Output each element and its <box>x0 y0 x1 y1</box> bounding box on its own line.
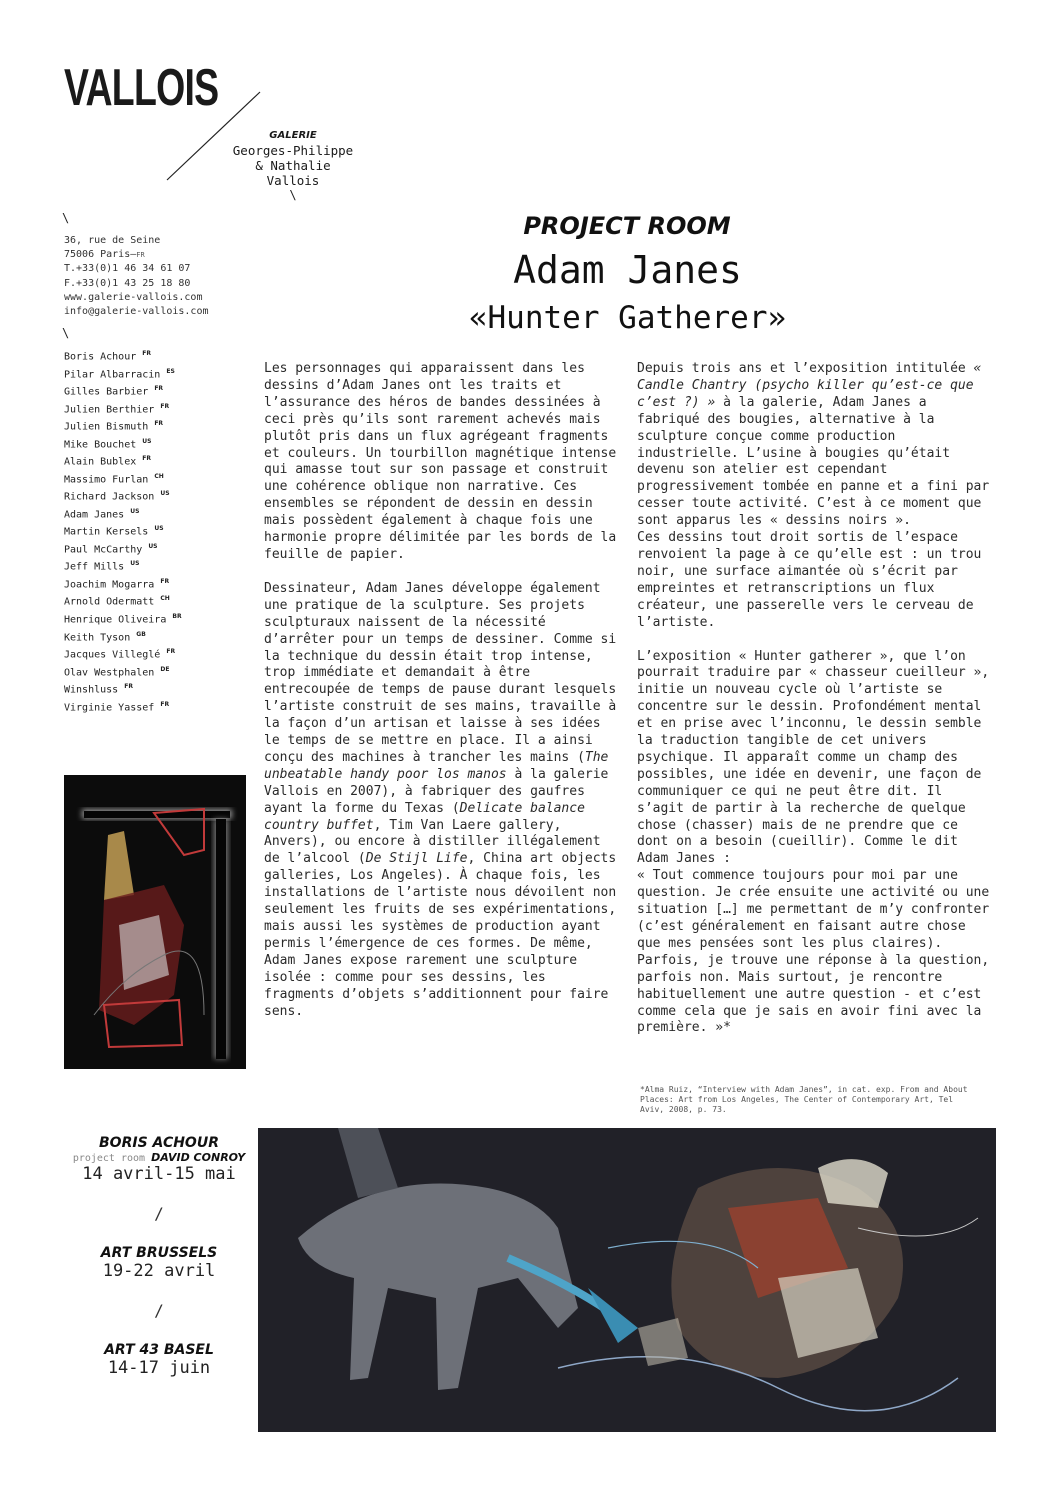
text-column-1 <box>264 361 624 1020</box>
artist-item: Richard Jackson $^{US}$ <box>64 490 170 503</box>
paragraph: Dessinateur, Adam Janes développe également une pratique de la sculpture. Ses projets sculpturaux naissent de la nécessité d’arrêter pour un temps de dessiner. Comme si la technique du dessin était trop intense, trop immédiate et demandait à être entrecoupée de temps de pause durant lesquels l’artiste construit de ses mains, travaille à la façon d’un artisan et laisse à ses idées le temps de se mettre en place. Il a ainsi conçu des machines à trancher les mains (The unbeatable handy poor los manos à la galerie Vallois en 2007), à fabriquer des gaufres ayant la forme du Texas (Delicate balance country buffet, Tim Van Laere gallery, Anvers), ou encore à distiller illégalement de l’alcool (De Stijl Life, China art objects galleries, Los Angeles). À chaque fois, les installations de l’artiste nous dévoilent non seulement les fruits de ses expérimentations, mais aussi les systèmes de production ayant permis l’émergence de ces formes. De même, Adam Janes expose rarement une sculpture isolée : comme pour ses dessins, les fragments d’objets s’additionnent pour faire sens. <box>264 580 617 1019</box>
paragraph: Depuis trois ans et l’exposition intitulée « Candle Chantry (psycho killer qu’est-ce que c’est ?) » à la galerie, Adam Janes a fabriqué des bougies, alternative à la sculpture conçue comme production industrielle. L’usine à bougies qu’était devenu son atelier est cependant progressivement tombée en panne et a fini par cesser toute activité. C’est à ce moment que sont apparus les « dessins noirs ». <box>637 361 990 529</box>
artist-item: Boris Achour $^{FR}$ <box>64 350 151 363</box>
artist-item: Paul McCarthy $^{US}$ <box>64 542 158 556</box>
address-line: 75006 Paris—FR <box>64 249 145 261</box>
galerie-block <box>228 128 358 203</box>
artist-item: Pilar Albarracin $^{ES}$ <box>64 367 175 380</box>
event-separator: / <box>154 1204 164 1223</box>
phone-line: T.+33(0)1 46 34 61 07 <box>64 263 191 275</box>
galerie-line-3: Vallois <box>266 173 320 188</box>
artists-list <box>64 347 182 715</box>
event-date: 19-22 avril <box>102 1261 216 1281</box>
event-separator: / <box>154 1301 164 1320</box>
paragraph: Ces dessins tout droit sortis de l’espace renvoient la page à ce qu’elle est : un trou noir, une surface aimantée où s’écrit par empreintes et retranscriptions un flux créateur, une passerelle vers le cerveau de l’artiste. <box>637 530 982 630</box>
event-date: 14-17 juin <box>107 1358 211 1378</box>
event-title: ART BRUSSELS <box>100 1245 218 1261</box>
artist-item: Massimo Furlan $^{CH}$ <box>64 472 164 486</box>
email-link[interactable]: info@galerie-vallois.com <box>64 306 209 318</box>
text-column-2 <box>637 361 997 1037</box>
artist-item: Keith Tyson $^{GB}$ <box>64 630 146 643</box>
event-title: ART 43 BASEL <box>104 1342 214 1358</box>
tick-mark: \ <box>62 211 70 225</box>
tick-mark: \ <box>289 188 297 202</box>
artist-item: Julien Bismuth $^{FR}$ <box>64 420 164 433</box>
artist-item: Joachim Mogarra $^{FR}$ <box>64 577 170 591</box>
footnote: *Alma Ruiz, “Interview with Adam Janes”, in cat. exp. From and About Places: Art from Los Angeles, The Center of Contemporary Art, Tel Aviv, 2008, p. 73. <box>640 1085 968 1114</box>
artist-item: Alain Bublex $^{FR}$ <box>64 455 151 468</box>
artwork-image-landscape <box>258 1128 996 1432</box>
artist-item: Jeff Mills $^{US}$ <box>64 560 140 573</box>
artist-item: Mike Bouchet $^{US}$ <box>64 437 152 450</box>
galerie-line-2: & Nathalie <box>255 158 331 173</box>
events-sidebar <box>60 1135 258 1378</box>
event-subtitle: project room DAVID CONROY <box>72 1151 246 1164</box>
galerie-line-1: Georges-Philippe <box>232 143 354 158</box>
artist-item: Adam Janes $^{US}$ <box>64 507 140 521</box>
artist-item: Julien Berthier $^{FR}$ <box>64 402 170 415</box>
artist-item: Winshluss $^{FR}$ <box>64 683 133 696</box>
address-block <box>64 234 209 319</box>
paragraph: Les personnages qui apparaissent dans les dessins d’Adam Janes ont les traits et l’assurance des héros de bandes dessinées à ceci près qu’ils sont rarement achevés mais plutôt pris dans un flux agrégeant fragments et couleurs. Un tourbillon magnétique intense qui amasse tout sur son passage et construit une cohérence oblique non narrative. Ces ensembles se répondent de dessin en dessin mais possèdent également à chaque fois une harmonie propre délimitée par les bords de la feuille de papier. <box>264 361 617 562</box>
show-title-heading: «Hunter Gatherer» <box>468 300 787 336</box>
address-line: 36, rue de Seine <box>64 235 161 246</box>
artist-item: Gilles Barbier $^{FR}$ <box>64 385 164 398</box>
event-title: BORIS ACHOUR <box>99 1135 219 1151</box>
paragraph: L’exposition « Hunter gatherer », que l’on pourrait traduire par « chasseur cueilleur », initie un nouveau cycle où l’artiste se concentre sur le dessin. Profondément mental et en prise avec l’inconnu, le dessin semble la traduction tangible de cet univers psychique. Il apparaît comme un champ des possibles, une idée en devenir, une façon de communiquer ce qui ne peut être dit. Il s’agit de partir à la recherche de quelque chose (chasser) mais de ne prendre que ce dont on a besoin (cueillir). Comme le dit Adam Janes : <box>637 648 990 867</box>
artist-item: Olav Westphalen $^{DE}$ <box>64 665 170 678</box>
artist-name-heading: Adam Janes <box>513 248 742 292</box>
website-link[interactable]: www.galerie-vallois.com <box>64 291 203 303</box>
artist-item: Virginie Yassef $^{FR}$ <box>64 700 170 713</box>
gallery-logo: VALLOIS <box>64 59 219 117</box>
artist-item: Henrique Oliveira $^{BR}$ <box>64 612 182 626</box>
artwork-image-portrait <box>64 775 246 1069</box>
galerie-label: GALERIE <box>269 130 317 141</box>
tick-mark: \ <box>62 326 70 340</box>
fax-line: F.+33(0)1 43 25 18 80 <box>64 277 191 289</box>
artist-item: Jacques Villeglé $^{FR}$ <box>64 648 176 661</box>
event-date: 14 avril-15 mai <box>82 1164 236 1184</box>
project-room-heading: PROJECT ROOM <box>523 212 731 240</box>
quote-paragraph: « Tout commence toujours pour moi par une question. Je crée ensuite une activité ou une situation […] me permettant de m’y confronter (c’est généralement en faisant autre chose que mes pensées sont les plus claires). Parfois, je trouve une réponse à la question, parfois non. Mais surtout, je rencontre habituellement une autre question - et c’est comme cela que je sais en avoir fini avec la première. »* <box>637 868 990 1036</box>
artist-item: Arnold Odermatt $^{CH}$ <box>64 595 170 608</box>
artist-item: Martin Kersels $^{US}$ <box>64 525 164 538</box>
